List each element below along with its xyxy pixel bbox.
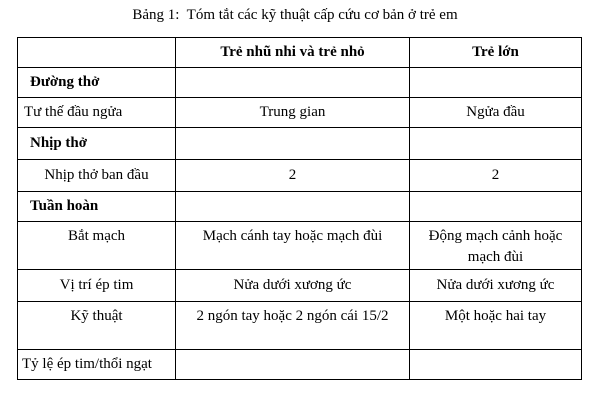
table-header-row [18, 38, 582, 68]
row-cell-infants [176, 192, 410, 222]
row-label: Nhịp thở [18, 128, 176, 160]
row-cell-infants: Nửa dưới xương ức [176, 270, 410, 302]
table-row-section-circulation [18, 192, 582, 222]
table-row [18, 270, 582, 302]
row-cell-infants [176, 350, 410, 380]
table-row [18, 302, 582, 350]
row-cell-older: 2 [410, 160, 582, 192]
row-cell-older [410, 128, 582, 160]
table-row-section-breathing [18, 128, 582, 160]
row-cell-older: Một hoặc hai tay [410, 302, 582, 350]
table-row [18, 222, 582, 270]
row-label: Tỷ lệ ép tim/thổi ngạt [18, 350, 176, 380]
row-cell-infants [176, 128, 410, 160]
row-label: Vị trí ép tim [18, 270, 176, 302]
row-label: Bắt mạch [18, 222, 176, 270]
row-cell-older: Ngửa đầu [410, 98, 582, 128]
row-label: Nhịp thở ban đầu [18, 160, 176, 192]
row-label: Tuần hoàn [18, 192, 176, 222]
row-label: Kỹ thuật [18, 302, 176, 350]
table-row [18, 98, 582, 128]
header-cell-infants: Trẻ nhũ nhi và trẻ nhỏ [176, 38, 410, 68]
row-cell-older [410, 192, 582, 222]
row-cell-older [410, 350, 582, 380]
emergency-techniques-table [17, 37, 582, 380]
row-cell-older [410, 68, 582, 98]
table-row [18, 350, 582, 380]
row-label: Đường thở [18, 68, 176, 98]
table-caption: Bảng 1: Tóm tắt các kỹ thuật cấp cứu cơ bản ở trẻ em [132, 7, 458, 23]
header-cell-empty [18, 38, 176, 68]
row-cell-older: Động mạch cảnh hoặc mạch đùi [410, 222, 582, 270]
row-label: Tư thế đầu ngửa [18, 98, 176, 128]
table-row-section-airway [18, 68, 582, 98]
row-cell-infants: Mạch cánh tay hoặc mạch đùi [176, 222, 410, 270]
row-cell-infants [176, 68, 410, 98]
row-cell-infants: Trung gian [176, 98, 410, 128]
row-cell-older: Nửa dưới xương ức [410, 270, 582, 302]
row-cell-infants: 2 ngón tay hoặc 2 ngón cái 15/2 [176, 302, 410, 350]
table-row [18, 160, 582, 192]
header-cell-older-children: Trẻ lớn [410, 38, 582, 68]
row-cell-infants: 2 [176, 160, 410, 192]
